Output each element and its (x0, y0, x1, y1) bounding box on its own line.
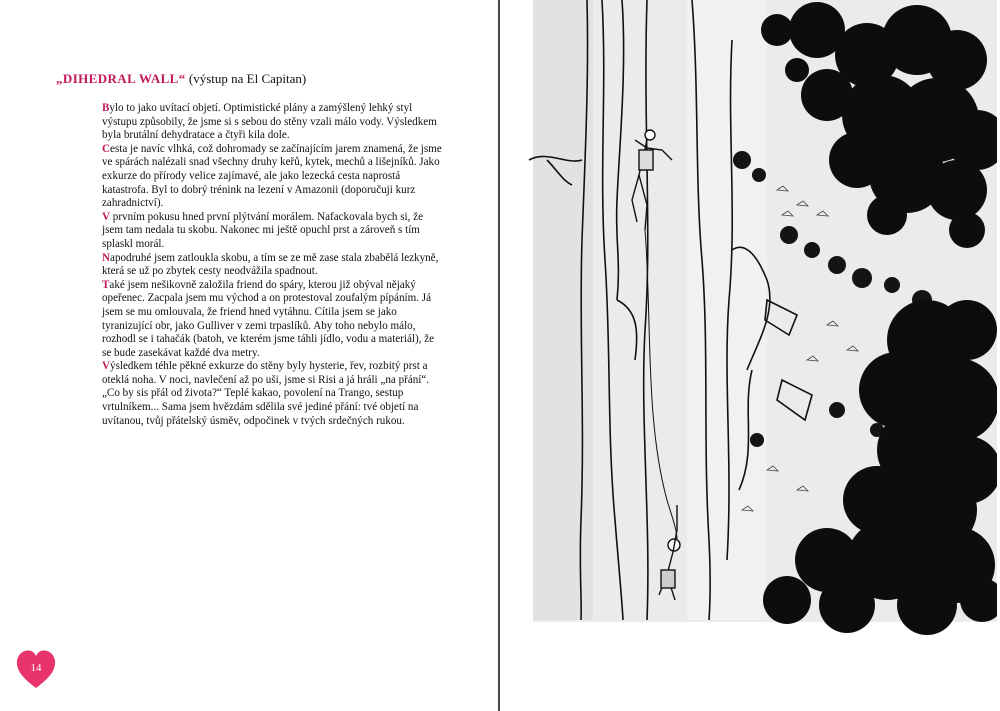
chapter-title-accent: „DIHEDRAL WALL“ (56, 71, 186, 86)
chapter-title-subtitle: (výstup na El Capitan) (185, 71, 307, 86)
paragraph (102, 279, 444, 361)
left-page (0, 0, 498, 711)
paragraph-text: prvním pokusu hned první plýtvání morálem. Nafackovala bych si, že jsem tam nedala tu skobu. Nakonec mi ještě opuchl prst a zároveň s tím splaskl morál. (102, 210, 424, 250)
paragraph (102, 387, 444, 428)
paragraph-initial: T (102, 278, 110, 291)
paragraph-initial: V (102, 210, 111, 223)
paragraph-text: ýsledkem téhle pěkné exkurze do stěny byly hysterie, řev, rozbitý prst a oteklá noha. V noci, navlečení až po uši, jsme si Risi a já hráli „na přání“. (102, 360, 430, 386)
paragraph-initial: C (102, 142, 111, 155)
paragraph-initial: V (102, 360, 111, 373)
page-number-badge (15, 648, 57, 690)
page-number: 14 (30, 662, 42, 674)
paragraph-text: aké jsem nešikovně založila friend do spáry, kterou již obýval nějaký opeřenec. Zacpala jsem mu východ a on protestoval zoufalým pípáním. Já jsem se mu omlouvala, že friend hned vytáhnu. Cítila jsem se jako tyranizující obr, jako Gulliver v zemi trpaslíků. Aby toho nebylo málo, rozhodl se i tahačák (batoh, ve kterém jsme táhli jídlo, vodu a materiál), že se bude zasekávat každé dva metry. (102, 278, 435, 359)
paragraph-text: ylo to jako uvítací objetí. Optimistické plány a zamýšlený lehký styl výstupu způsobily, že jsme si s sebou do stěny vzali málo vody. Výsledkem byla brutální dehydratace a čtyři kila dole. (102, 102, 437, 142)
paragraph-initial: B (102, 102, 110, 114)
paragraph (102, 143, 444, 211)
paragraph-text: apodruhé jsem zatloukla skobu, a tím se ze mě zase stala zbabělá lezkyně, která se už po zbytek cesty neodvážila spadnout. (102, 251, 439, 278)
paragraph (102, 252, 444, 279)
chapter-title (56, 71, 306, 87)
paragraph-text: „Co by sis přál od života?“ Teplé kakao, povolení na Trango, sestup vrtulníkem... Sama jsem hvězdám sdělila své jediné přání: tvé objetí na uvítanou, tvůj přátelský úsměv, odpočinek v tvých srdečných rukou. (102, 387, 419, 427)
paragraph-initial: N (102, 251, 111, 264)
paragraph-text: esta je navíc vlhká, což dohromady se začínajícím jarem znamená, že jsme ve spárách nalézali snad všechny druhy keřů, kytek, mechů a lišejníků. Jako exkurze do přírody velice zajímavé, ale jako lezecká cesta naprostá katastrofa. Byl to dobrý trénink na lezení v Amazonii (doporučuji kurz zahradnictví). (102, 142, 442, 210)
paragraph (102, 360, 444, 387)
body-text (102, 102, 444, 428)
right-page (500, 0, 1000, 711)
paragraph (102, 211, 444, 252)
paragraph (102, 102, 444, 143)
climbing-illustration (527, 0, 997, 640)
